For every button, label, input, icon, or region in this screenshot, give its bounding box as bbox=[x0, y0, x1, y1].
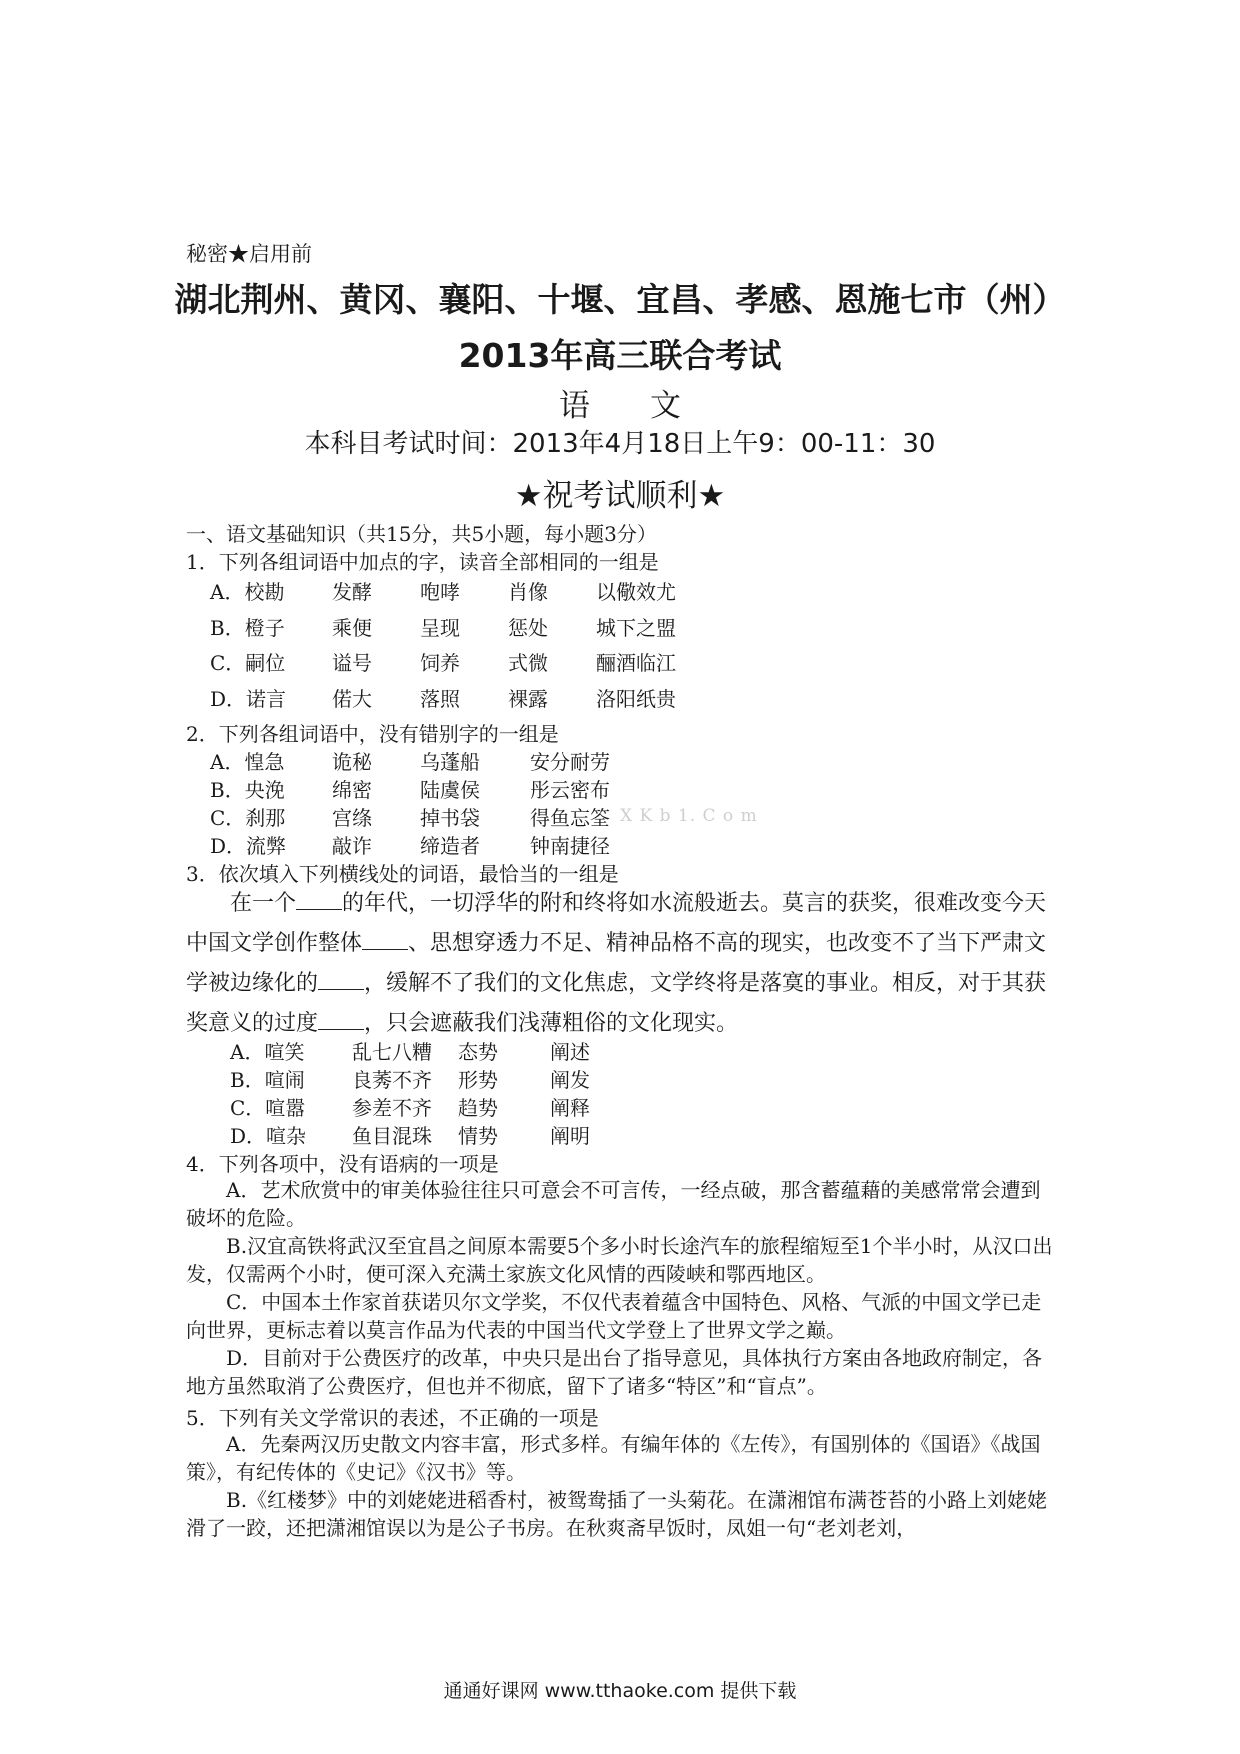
q2-opt-d-2: 敲诈 bbox=[332, 834, 372, 858]
q3-opt-c-2: 参差不齐 bbox=[352, 1096, 432, 1120]
q3-opt-a-3: 态势 bbox=[458, 1040, 498, 1064]
blank-3 bbox=[318, 969, 364, 990]
question-4-stem: 4．下列各项中，没有语病的一项是 bbox=[186, 1152, 499, 1176]
question-5-option-a: A．先秦两汉历史散文内容丰富，形式多样。有编年体的《左传》，有国别体的《国语》《战国策》，有纪传体的《史记》《汉书》等。 bbox=[186, 1432, 1041, 1484]
q3-opt-a-2: 乱七八糟 bbox=[352, 1040, 432, 1064]
q2-opt-a-3: 乌蓬船 bbox=[420, 750, 480, 774]
q2-opt-d-3: 缔造者 bbox=[420, 834, 480, 858]
q3-opt-c-3: 趋势 bbox=[458, 1096, 498, 1120]
q2-opt-c-2: 宫绦 bbox=[332, 806, 372, 830]
q1-opt-a-2: 发酵 bbox=[332, 580, 372, 604]
q2-opt-b-1: B．央浼 bbox=[210, 778, 285, 802]
question-2-stem: 2．下列各组词语中，没有错别字的一组是 bbox=[186, 722, 559, 746]
question-3-passage: 在一个 的年代，一切浮华的附和终将如水流般逝去。莫言的获奖，很难改变今天中国文学创作整体 、思想穿透力不足、精神品格不高的现实，也改变不了当下严肃文学被边缘化的 ，缓解不了我们的文化焦虑，文学终将是落寞的事业。相反，对于其获奖意义的过度 ，只会遮蔽我们浅薄粗俗的文化现实。 bbox=[186, 891, 1047, 1036]
q2-opt-b-3: 陆虞侯 bbox=[420, 778, 480, 802]
blank-4 bbox=[318, 1009, 364, 1030]
q3-opt-d-2: 鱼目混珠 bbox=[352, 1124, 432, 1148]
q1-opt-a-1: A．校勘 bbox=[210, 580, 285, 604]
q1-opt-c-4: 式微 bbox=[508, 651, 548, 675]
q3-opt-a-1: A．喧笑 bbox=[230, 1040, 305, 1064]
q2-opt-c-1: C．刹那 bbox=[210, 806, 286, 830]
q1-opt-b-3: 呈现 bbox=[420, 616, 460, 640]
question-5-option-b: B.《红楼梦》中的刘姥姥进稻香村，被鸳鸯插了一头菊花。在潇湘馆布满苍苔的小路上刘姥姥滑了一跤，还把潇湘馆误以为是公子书房。在秋爽斋早饭时，凤姐一句“老刘老刘， bbox=[186, 1488, 1048, 1540]
subject-title: 语文 bbox=[559, 388, 741, 424]
q3-opt-b-4: 阐发 bbox=[550, 1068, 590, 1092]
q3-opt-b-2: 良莠不齐 bbox=[352, 1068, 432, 1092]
q1-opt-b-5: 城下之盟 bbox=[596, 616, 676, 640]
question-4-option-c: C．中国本土作家首获诺贝尔文学奖，不仅代表着蕴含中国特色、风格、气派的中国文学已走向世界，更标志着以莫言作品为代表的中国当代文学登上了世界文学之巅。 bbox=[186, 1290, 1042, 1342]
question-4-option-b: B.汉宜高铁将武汉至宜昌之间原本需要5个多小时长途汽车的旅程缩短至1个半小时，从汉口出发，仅需两个小时，便可深入充满土家族文化风情的西陵峡和鄂西地区。 bbox=[186, 1234, 1053, 1286]
question-4-option-d: D．目前对于公费医疗的改革，中央只是出台了指导意见，具体执行方案由各地政府制定，各地方虽然取消了公费医疗，但也并不彻底，留下了诸多“特区”和“盲点”。 bbox=[186, 1346, 1043, 1398]
blank-2 bbox=[362, 929, 408, 950]
q1-opt-d-1: D．诺言 bbox=[210, 687, 287, 711]
question-1-stem: 1．下列各组词语中加点的字，读音全部相同的一组是 bbox=[186, 550, 659, 574]
exam-title-line2: 2013年高三联合考试 bbox=[458, 336, 782, 375]
q1-opt-b-4: 惩处 bbox=[508, 616, 548, 640]
q2-opt-b-2: 绵密 bbox=[332, 778, 372, 802]
exam-time: 本科目考试时间：2013年4月18日上午9：00-11：30 bbox=[304, 429, 936, 459]
q1-opt-a-3: 咆哮 bbox=[420, 580, 460, 604]
q2-opt-d-1: D．流弊 bbox=[210, 834, 287, 858]
q1-opt-c-1: C．嗣位 bbox=[210, 651, 286, 675]
footer-source: 通通好课网 www.tthaoke.com 提供下载 bbox=[443, 1680, 797, 1702]
section-heading: 一、语文基础知识（共15分，共5小题，每小题3分） bbox=[186, 522, 657, 546]
q1-opt-c-2: 谥号 bbox=[332, 651, 372, 675]
question-5-stem: 5．下列有关文学常识的表述，不正确的一项是 bbox=[186, 1406, 599, 1430]
q3-opt-b-1: B．喧闹 bbox=[230, 1068, 305, 1092]
q1-opt-b-2: 乘便 bbox=[332, 616, 372, 640]
question-3-stem: 3．依次填入下列横线处的词语，最恰当的一组是 bbox=[186, 862, 619, 886]
q2-opt-b-4: 彤云密布 bbox=[530, 778, 610, 802]
q1-opt-d-2: 偌大 bbox=[332, 687, 372, 711]
q2-opt-a-1: A．惶急 bbox=[210, 750, 285, 774]
q2-opt-d-4: 钟南捷径 bbox=[530, 834, 610, 858]
q1-opt-c-3: 饲养 bbox=[420, 651, 460, 675]
good-luck-line: ★祝考试顺利★ bbox=[514, 478, 726, 514]
q2-opt-c-4: 得鱼忘筌 bbox=[530, 806, 610, 830]
exam-title-line1: 湖北荆州、黄冈、襄阳、十堰、宜昌、孝感、恩施七市（州） bbox=[174, 280, 1066, 319]
question-4-option-a: A．艺术欣赏中的审美体验往往只可意会不可言传，一经点破，那含蓄蕴藉的美感常常会遭到破坏的危险。 bbox=[186, 1178, 1041, 1230]
q3-opt-d-3: 情势 bbox=[458, 1124, 498, 1148]
blank-1 bbox=[296, 889, 342, 910]
q3-opt-c-4: 阐释 bbox=[550, 1096, 590, 1120]
q1-opt-a-4: 肖像 bbox=[508, 580, 548, 604]
q1-opt-a-5: 以儆效尤 bbox=[596, 580, 676, 604]
watermark-text: X K b 1. C o m bbox=[620, 806, 758, 826]
secret-label: 秘密★启用前 bbox=[186, 242, 312, 266]
q3-opt-c-1: C．喧嚣 bbox=[230, 1096, 306, 1120]
q3-opt-d-1: D．喧杂 bbox=[230, 1124, 307, 1148]
q2-opt-a-2: 诡秘 bbox=[332, 750, 372, 774]
q2-opt-c-3: 掉书袋 bbox=[420, 806, 480, 830]
q1-opt-c-5: 酾酒临江 bbox=[596, 651, 676, 675]
q1-opt-b-1: B．橙子 bbox=[210, 616, 285, 640]
q1-opt-d-5: 洛阳纸贵 bbox=[596, 687, 676, 711]
q1-opt-d-4: 裸露 bbox=[508, 687, 548, 711]
q3-opt-d-4: 阐明 bbox=[550, 1124, 590, 1148]
q3-opt-a-4: 阐述 bbox=[550, 1040, 590, 1064]
q3-opt-b-3: 形势 bbox=[458, 1068, 498, 1092]
q2-opt-a-4: 安分耐劳 bbox=[530, 750, 610, 774]
q1-opt-d-3: 落照 bbox=[420, 687, 460, 711]
